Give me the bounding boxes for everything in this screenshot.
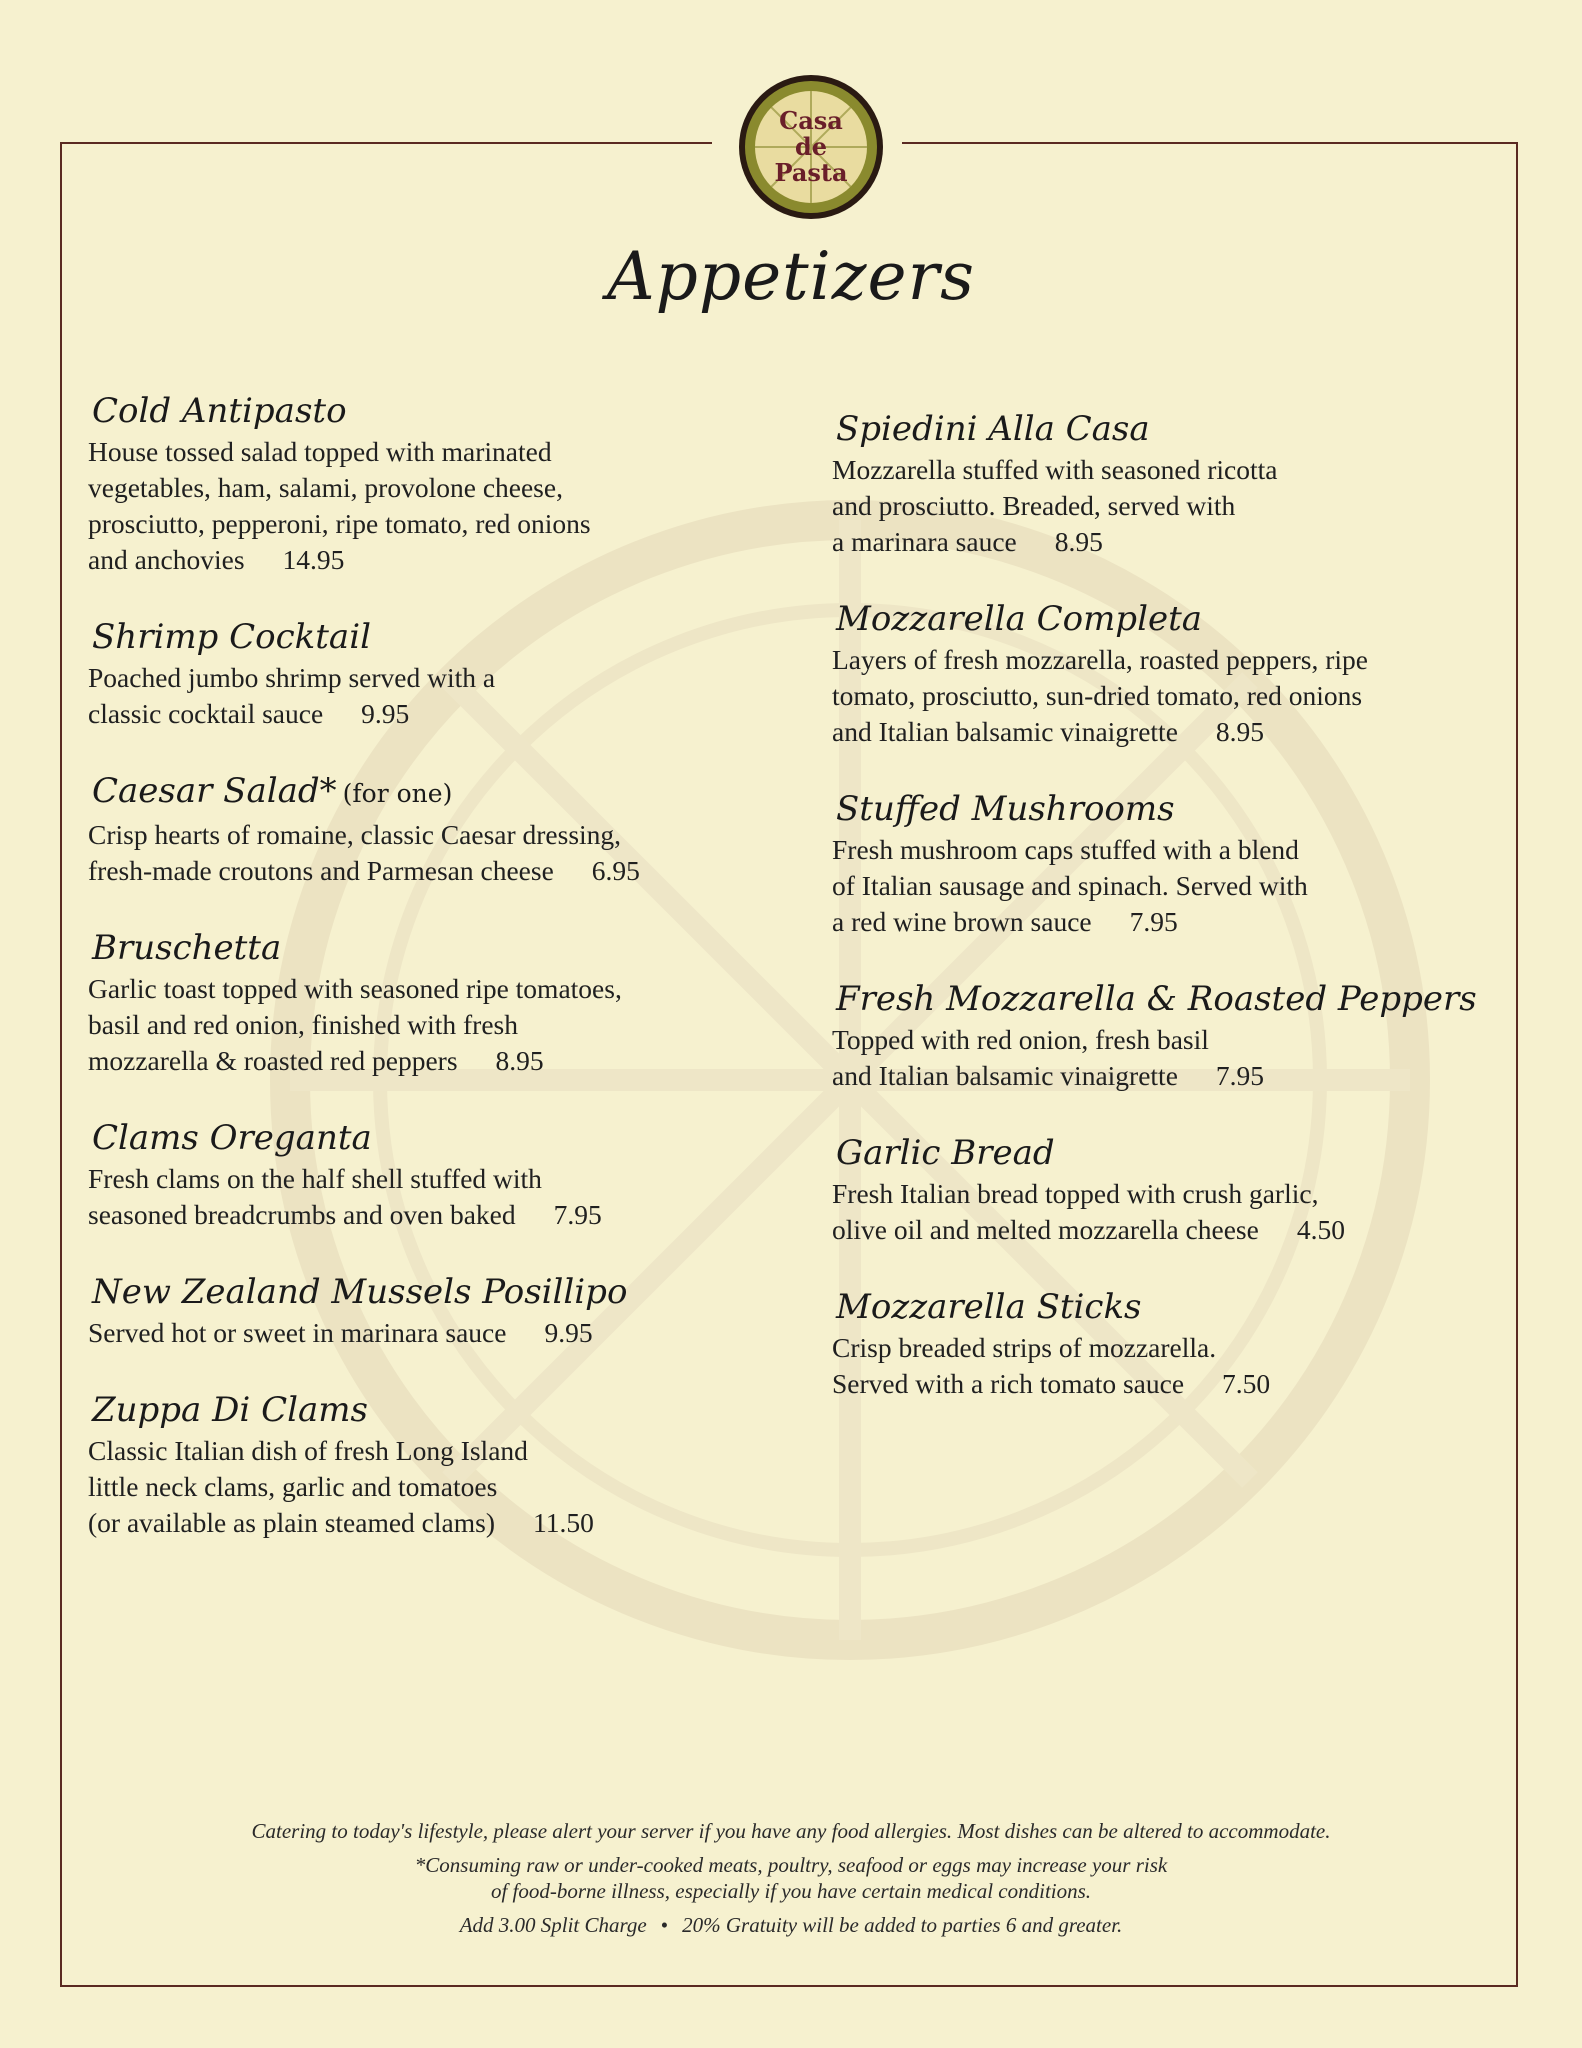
item-description: Fresh clams on the half shell stuffed with seasoned breadcrumbs and oven baked <box>88 1163 542 1230</box>
menu-item-zuppa-di-clams <box>88 1387 748 1541</box>
logo-line1: Casa <box>779 106 843 135</box>
item-price: 8.95 <box>495 1045 544 1076</box>
item-price: 11.50 <box>532 1507 594 1538</box>
item-price: 7.95 <box>1129 906 1178 937</box>
item-price: 9.95 <box>361 698 410 729</box>
item-name: Mozzarella Sticks <box>836 1287 1142 1327</box>
item-description: Poached jumbo shrimp served with a classic cocktail sauce <box>88 662 496 729</box>
item-description: Crisp breaded strips of mozzarella. Served with a rich tomato sauce <box>832 1332 1217 1399</box>
menu-item-cold-antipasto <box>88 388 748 578</box>
consumption-warning-line1: *Consuming raw or under-cooked meats, poultry, seafood or eggs may increase your risk <box>414 1853 1168 1877</box>
item-name: Clams Oreganta <box>92 1118 372 1158</box>
item-name: Stuffed Mushrooms <box>836 789 1175 829</box>
item-name: Caesar Salad* <box>92 771 337 811</box>
item-description: House tossed salad topped with marinated vegetables, ham, salami, provolone cheese, prosciutto, pepperoni, ripe tomato, red onions and anchovies <box>88 436 591 575</box>
item-name: Cold Antipasto <box>92 391 347 431</box>
allergy-notice: Catering to today's lifestyle, please alert your server if you have any food allergies. Most dishes can be altered to accommodate. <box>251 1819 1331 1843</box>
item-description: Fresh mushroom caps stuffed with a blend of Italian sausage and spinach. Served with a red wine brown sauce <box>832 834 1308 937</box>
item-name: Mozzarella Completa <box>836 599 1202 639</box>
item-name: Spiedini Alla Casa <box>836 409 1150 449</box>
item-price: 4.50 <box>1296 1214 1345 1245</box>
right-column <box>832 406 1492 1438</box>
item-price: 6.95 <box>591 855 640 886</box>
item-price: 9.95 <box>544 1317 593 1348</box>
split-charge-note: Add 3.00 Split Charge <box>459 1913 647 1937</box>
logo-line3: Pasta <box>774 158 848 187</box>
page-title: Appetizers <box>606 238 976 315</box>
item-description: Layers of fresh mozzarella, roasted peppers, ripe tomato, prosciutto, sun-dried tomato, red onions and Italian balsamic vinaigrette <box>832 644 1368 747</box>
left-column <box>88 388 748 1577</box>
item-name: Shrimp Cocktail <box>92 617 371 657</box>
menu-item-clams-oreganta <box>88 1115 748 1233</box>
item-description: Garlic toast topped with seasoned ripe tomatoes, basil and red onion, finished with fresh mozzarella & roasted red peppers <box>88 973 622 1076</box>
menu-item-garlic-bread <box>832 1130 1492 1248</box>
item-price: 14.95 <box>282 544 345 575</box>
item-description: Classic Italian dish of fresh Long Island little neck clams, garlic and tomatoes (or available as plain steamed clams) <box>88 1435 528 1538</box>
item-price: 7.95 <box>553 1199 602 1230</box>
item-name: Garlic Bread <box>836 1133 1055 1173</box>
item-note: (for one) <box>342 779 453 808</box>
menu-item-shrimp-cocktail <box>88 614 748 732</box>
item-description: Crisp hearts of romaine, classic Caesar dressing, fresh-made croutons and Parmesan cheese <box>88 819 622 886</box>
item-description: Mozzarella stuffed with seasoned ricotta and prosciutto. Breaded, served with a marinara sauce <box>832 454 1278 557</box>
logo-line2: de <box>794 132 828 161</box>
item-name: Fresh Mozzarella & Roasted Peppers <box>836 979 1477 1019</box>
menu-item-stuffed-mushrooms <box>832 786 1492 940</box>
menu-item-mozzarella-sticks <box>832 1284 1492 1402</box>
menu-item-caesar-salad <box>88 768 748 889</box>
menu-item-mozzarella-completa <box>832 596 1492 750</box>
casa-de-pasta-logo <box>736 72 886 222</box>
menu-item-fresh-mozzarella-peppers <box>832 976 1492 1094</box>
item-name: New Zealand Mussels Posillipo <box>92 1272 628 1312</box>
item-price: 7.95 <box>1215 1060 1265 1091</box>
item-price: 8.95 <box>1054 526 1103 557</box>
menu-footer <box>0 1818 1582 1946</box>
item-description: Fresh Italian bread topped with crush garlic, olive oil and melted mozzarella cheese <box>832 1178 1319 1245</box>
bullet-separator: • <box>660 1913 669 1937</box>
item-description: Topped with red onion, fresh basil and Italian balsamic vinaigrette <box>832 1024 1209 1091</box>
item-name: Zuppa Di Clams <box>92 1390 368 1430</box>
menu-item-spiedini-alla-casa <box>832 406 1492 560</box>
menu-item-bruschetta <box>88 925 748 1079</box>
consumption-warning-line2: of food-borne illness, especially if you have certain medical conditions. <box>490 1879 1092 1903</box>
item-name: Bruschetta <box>92 928 282 968</box>
item-description: Served hot or sweet in marinara sauce <box>88 1317 507 1348</box>
item-price: 8.95 <box>1215 716 1265 747</box>
menu-item-mussels-posillipo <box>88 1269 748 1351</box>
gratuity-note: 20% Gratuity will be added to parties 6 and greater. <box>682 1913 1123 1937</box>
item-price: 7.50 <box>1222 1368 1271 1399</box>
